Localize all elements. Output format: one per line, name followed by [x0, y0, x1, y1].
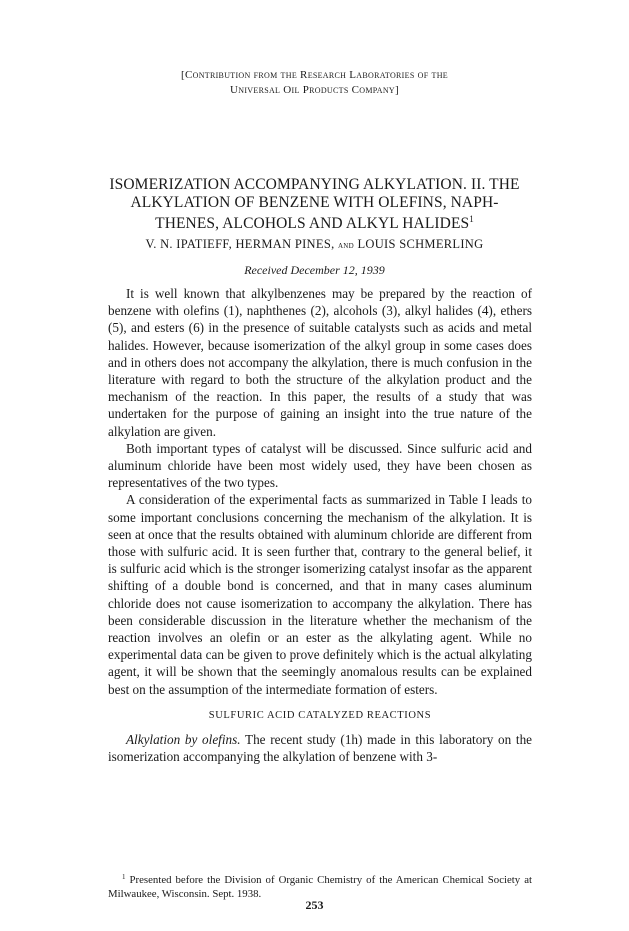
article-title: [60, 176, 569, 233]
title-line-1: ISOMERIZATION ACCOMPANYING ALKYLATION. II. THE: [109, 176, 520, 193]
title-line-2: ALKYLATION OF BENZENE WITH OLEFINS, NAPH-: [130, 193, 499, 211]
footnote-1: [108, 870, 532, 901]
paragraph-4-text: The recent study (1h) made in this laboratory on the isomerization accompanying the alkylation of benzene with 3-: [108, 732, 533, 765]
contribution-header: [0, 68, 629, 98]
footnote-text: Presented before the Division of Organic Chemistry of the American Chemical Society at Milwaukee, Wisconsin. Sept. 1938.: [108, 874, 532, 900]
title-line-3-text: THENES, ALCOHOLS AND ALKYL HALIDES: [155, 215, 470, 232]
authors: [0, 237, 629, 252]
paragraph-2: Both important types of catalyst will be discussed. Since sulfuric acid and aluminum chloride have been most widely used, they have been chosen as representatives of the two types.: [108, 440, 532, 491]
footnote-mark: 1: [122, 873, 126, 881]
authors-and: and: [337, 240, 355, 251]
paragraph-1: It is well known that alkylbenzenes may be prepared by the reaction of benzene with olefins (1), naphthenes (2), alcohols (3), alkyl halides (4), ethers (5), and esters (6) in the presence of suitable catalysts such as acids and metal halides. However, because isomerization of the alkyl group in some cases does and in others does not accompany the alkylation, there is much confusion in the literature with regard to both the structure of the alkylation product and the mechanism of the reaction. In this paper, the results of a study that was undertaken for the purpose of gaining an insight into the true nature of the alkylation are given.: [108, 286, 532, 439]
article-body: [108, 285, 532, 765]
paragraph-4: [108, 731, 532, 765]
title-footnote-mark: 1: [469, 214, 474, 224]
page-number: 253: [305, 898, 324, 912]
authors-part-1: V. N. IPATIEFF, HERMAN PINES,: [145, 237, 335, 251]
section-heading: SULFURIC ACID CATALYZED REACTIONS: [208, 709, 432, 721]
received-date: Received December 12, 1939: [244, 263, 385, 277]
contribution-line-2: Universal Oil Products Company]: [230, 84, 399, 96]
title-line-3: [60, 211, 569, 233]
paragraph-3: A consideration of the experimental facts as summarized in Table I leads to some important conclusions concerning the mechanism of the alkylation. It is seen at once that the results obtained with aluminum chloride are different from those with sulfuric acid. It is seen further that, contrary to the general belief, it is sulfuric acid which is the stronger isomerizing catalyst insofar as the apparent shifting of a double bond is concerned, and that in many cases aluminum chloride does not cause isomerization to accompany the alkylation. There has been considerable discussion in the literature whether the mechanism of the reaction involves an olefin or an ester as the alkylating agent. While no experimental data can be given to prove definitely which is the actual alkylating agent, it will be shown that the seemingly anomalous results can be explained best on the assumption of the intermediate formation of esters.: [108, 492, 532, 697]
paragraph-4-lead: Alkylation by olefins.: [126, 732, 241, 748]
contribution-line-1: [Contribution from the Research Laboratories of the: [181, 69, 448, 81]
footnote: [108, 870, 532, 901]
authors-part-2: LOUIS SCHMERLING: [357, 237, 484, 251]
